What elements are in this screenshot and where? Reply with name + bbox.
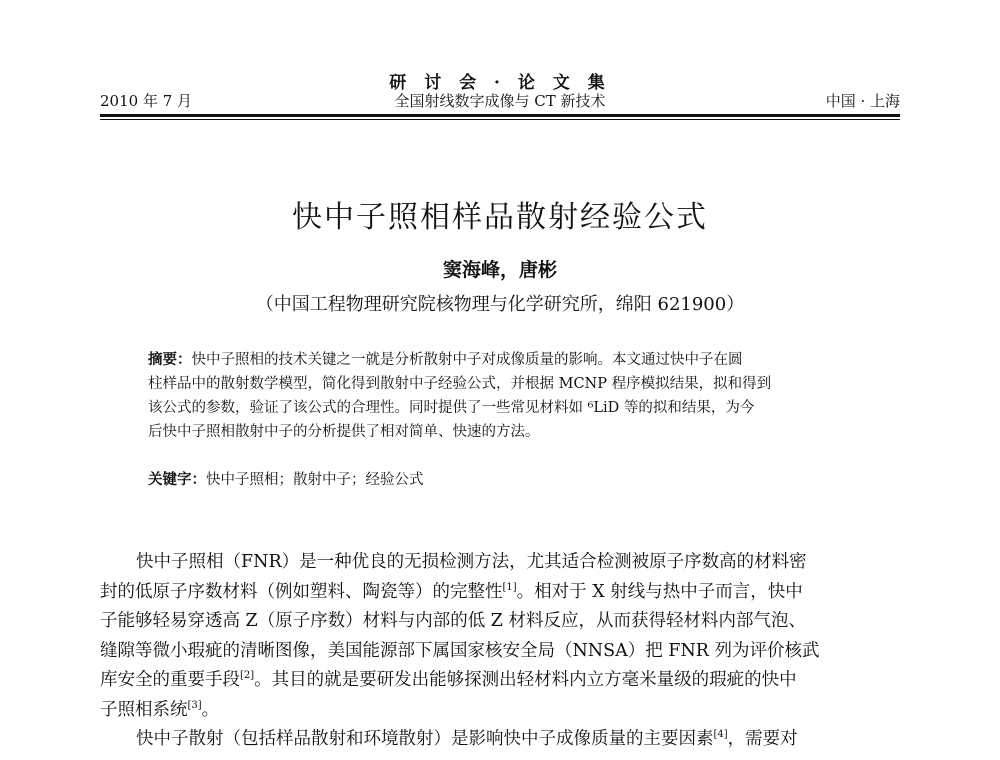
abstract-line: 该公式的参数，验证了该公式的合理性。同时提供了一些常见材料如 ⁶LiD 等的拟和结果，为今 bbox=[148, 400, 755, 416]
keywords bbox=[148, 468, 424, 489]
abstract-text: 快中子照相的技术关键之一就是分析散射中子对成像质量的影响。本文通过快中子在圆 bbox=[191, 352, 743, 368]
conference-name: 研 讨 会 · 论 文 集 bbox=[389, 73, 611, 93]
body-text-segment: 快中子散射（包括样品散射和环境散射）是影响快中子成像质量的主要因素 bbox=[136, 729, 714, 749]
body-line: 快中子照相（FNR）是一种优良的无损检测方法，尤其适合检测被原子序数高的材料密 bbox=[136, 552, 807, 572]
abstract-label: 摘要： bbox=[148, 351, 192, 368]
body-line bbox=[100, 578, 900, 608]
body-line bbox=[100, 666, 900, 696]
keywords-text: 快中子照相；散射中子；经验公式 bbox=[206, 472, 424, 488]
body-text-segment: 子照相系统 bbox=[100, 699, 188, 720]
body-text-segment: 。其目的就是要研发出能够探测出轻材料内立方毫米量级的瑕疵的快中 bbox=[254, 670, 797, 690]
body-line: 子能够轻易穿透高 Z（原子序数）材料与内部的低 Z 材料反应，从而获得轻材料内部气泡、 bbox=[100, 611, 807, 631]
body-text-segment: 。 bbox=[201, 699, 220, 720]
header-rule-thick bbox=[100, 114, 900, 117]
body-text bbox=[100, 548, 900, 755]
abstract-line bbox=[148, 348, 864, 372]
citation-ref: [3] bbox=[187, 699, 202, 711]
body-line bbox=[100, 696, 900, 726]
body-text-segment: ，需要对 bbox=[727, 729, 798, 749]
page-header bbox=[100, 68, 900, 116]
header-rule-thin bbox=[100, 119, 900, 120]
paper-title: 快中子照相样品散射经验公式 bbox=[292, 200, 708, 235]
keywords-label: 关键字： bbox=[148, 471, 206, 488]
body-text-segment: 封的低原子序数材料（例如塑料、陶瓷等）的完整性 bbox=[100, 581, 503, 602]
body-line: 缝隙等微小瑕疵的清晰图像，美国能源部下属国家核安全局（NNSA）把 FNR 列为评价核武 bbox=[100, 640, 820, 661]
paper-affiliation: （中国工程物理研究院核物理与化学研究所，绵阳 621900） bbox=[255, 294, 745, 315]
header-date: 2010 年 7 月 bbox=[100, 92, 193, 110]
paper-authors: 窦海峰，唐彬 bbox=[442, 259, 557, 281]
abstract-line: 柱样品中的散射数学模型，简化得到散射中子经验公式，并根据 MCNP 程序模拟结果，拟和得到 bbox=[148, 376, 772, 392]
body-text-segment: 库安全的重要手段 bbox=[100, 670, 240, 690]
header-row bbox=[100, 90, 900, 112]
citation-ref: [4] bbox=[713, 729, 728, 740]
citation-ref: [1] bbox=[502, 581, 517, 593]
abstract bbox=[148, 348, 864, 444]
header-subtitle: 全国射线数字成像与 CT 新技术 bbox=[394, 92, 606, 110]
header-place: 中国 · 上海 bbox=[825, 92, 900, 110]
body-line bbox=[100, 725, 900, 755]
abstract-line: 后快中子照相散射中子的分析提供了相对简单、快速的方法。 bbox=[148, 424, 540, 440]
citation-ref: [2] bbox=[240, 670, 255, 681]
body-text-segment: 。相对于 X 射线与热中子而言，快中 bbox=[516, 581, 803, 602]
